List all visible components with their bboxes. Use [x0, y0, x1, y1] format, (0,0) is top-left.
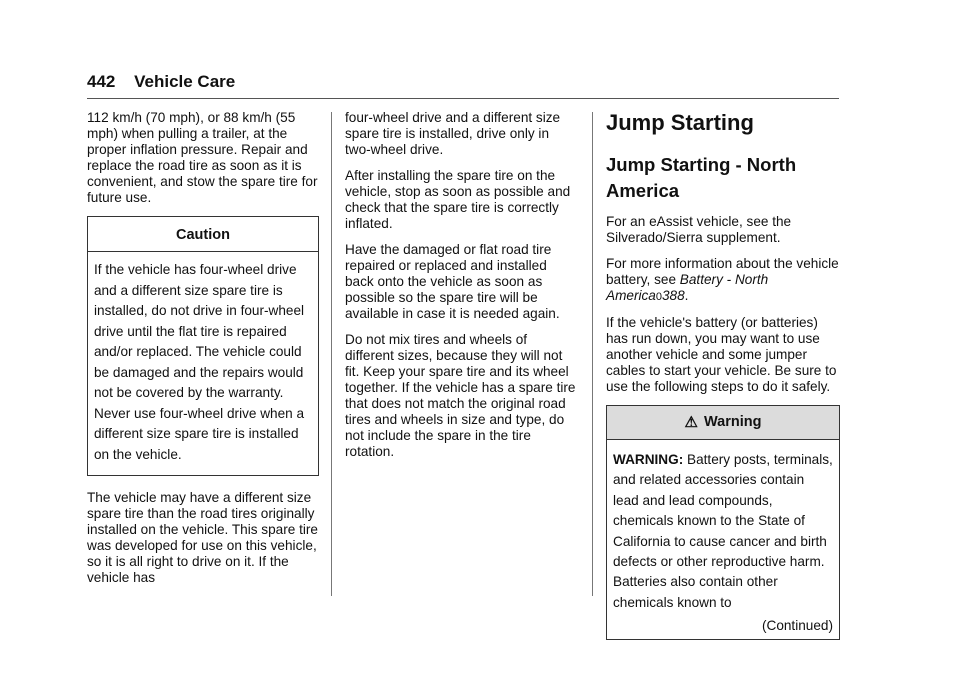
- heading-jump-starting-north-america: Jump Starting - North America: [606, 154, 797, 201]
- warning-title: Warning: [703, 414, 762, 430]
- warning-label: WARNING:: [613, 452, 684, 467]
- paragraph: four-wheel drive and a different size spare tire is installed, drive only in two-wheel drive.: [345, 110, 561, 157]
- paragraph: If the vehicle's battery (or batteries) has run down, you may want to use another vehicle and some jumper cables to start your vehicle. Be sure to use the following steps to do it safely.: [606, 315, 837, 394]
- page-header: [87, 72, 235, 92]
- paragraph: For an eAssist vehicle, see the Silverado/Sierra supplement.: [606, 214, 792, 245]
- column-1: [87, 110, 319, 596]
- warning-box: [606, 405, 840, 640]
- battery-xref-link[interactable]: Battery - North America: [606, 272, 769, 303]
- section-title: Vehicle Care: [134, 72, 236, 91]
- column-3: [606, 110, 840, 654]
- page-number: 442: [87, 72, 116, 91]
- page-arrow-icon: 0: [655, 291, 662, 303]
- warning-icon: ⚠: [684, 414, 698, 431]
- caution-body: If the vehicle has four-wheel drive and a different size spare tire is installed, do not drive in four-wheel drive until the flat tire is repaired and/or replaced. The vehicle could be damaged and the repairs would not be covered by the warranty. Never use four-wheel drive when a different size spare tire is installed on the vehicle.: [94, 262, 305, 462]
- caution-title: Caution: [88, 217, 318, 252]
- ref-suffix: .: [684, 288, 689, 303]
- paragraph: After installing the spare tire on the vehicle, stop as soon as possible and check that the spare tire is correctly inflated.: [345, 168, 571, 231]
- paragraph: The vehicle may have a different size spare tire than the road tires originally installed on the vehicle. This spare tire was developed for use on this vehicle, so it is all right to drive on it. If the vehicle has: [87, 490, 318, 585]
- paragraph: Do not mix tires and wheels of different sizes, because they will not fit. Keep your spare tire and its wheel together. If the vehicle has a spare tire that does not match the original road tires and wheels in size and type, do not include the spare in the tire rotation.: [345, 332, 576, 459]
- warning-title-bar: [607, 406, 839, 440]
- paragraph: 112 km/h (70 mph), or 88 km/h (55 mph) when pulling a trailer, at the proper inflation pressure. Repair and replace the road tire as soon as it is convenient, and stow the spare tire for future use.: [87, 110, 318, 205]
- xref-page-number[interactable]: 388: [661, 288, 685, 303]
- continued-label: (Continued): [761, 618, 833, 634]
- warning-body: [607, 440, 839, 613]
- paragraph-battery-ref: [606, 256, 840, 305]
- header-rule: [87, 98, 839, 99]
- heading-jump-starting: Jump Starting: [606, 110, 754, 135]
- column-divider-1: [331, 112, 332, 596]
- column-2: [345, 110, 577, 470]
- column-divider-2: [592, 112, 593, 596]
- warning-text: Battery posts, terminals, and related accessories contain lead and lead compounds, chemicals known to the State of California to cause cancer and birth defects or other reproductive harm. Batteries also contain other chemicals known to: [613, 452, 833, 610]
- caution-box: [87, 216, 319, 476]
- paragraph: Have the damaged or flat road tire repaired or replaced and installed back onto the vehicle as soon as possible so the spare tire will be available in case it is needed again.: [345, 242, 560, 321]
- ref-prefix: For more information about the vehicle battery, see: [606, 256, 839, 287]
